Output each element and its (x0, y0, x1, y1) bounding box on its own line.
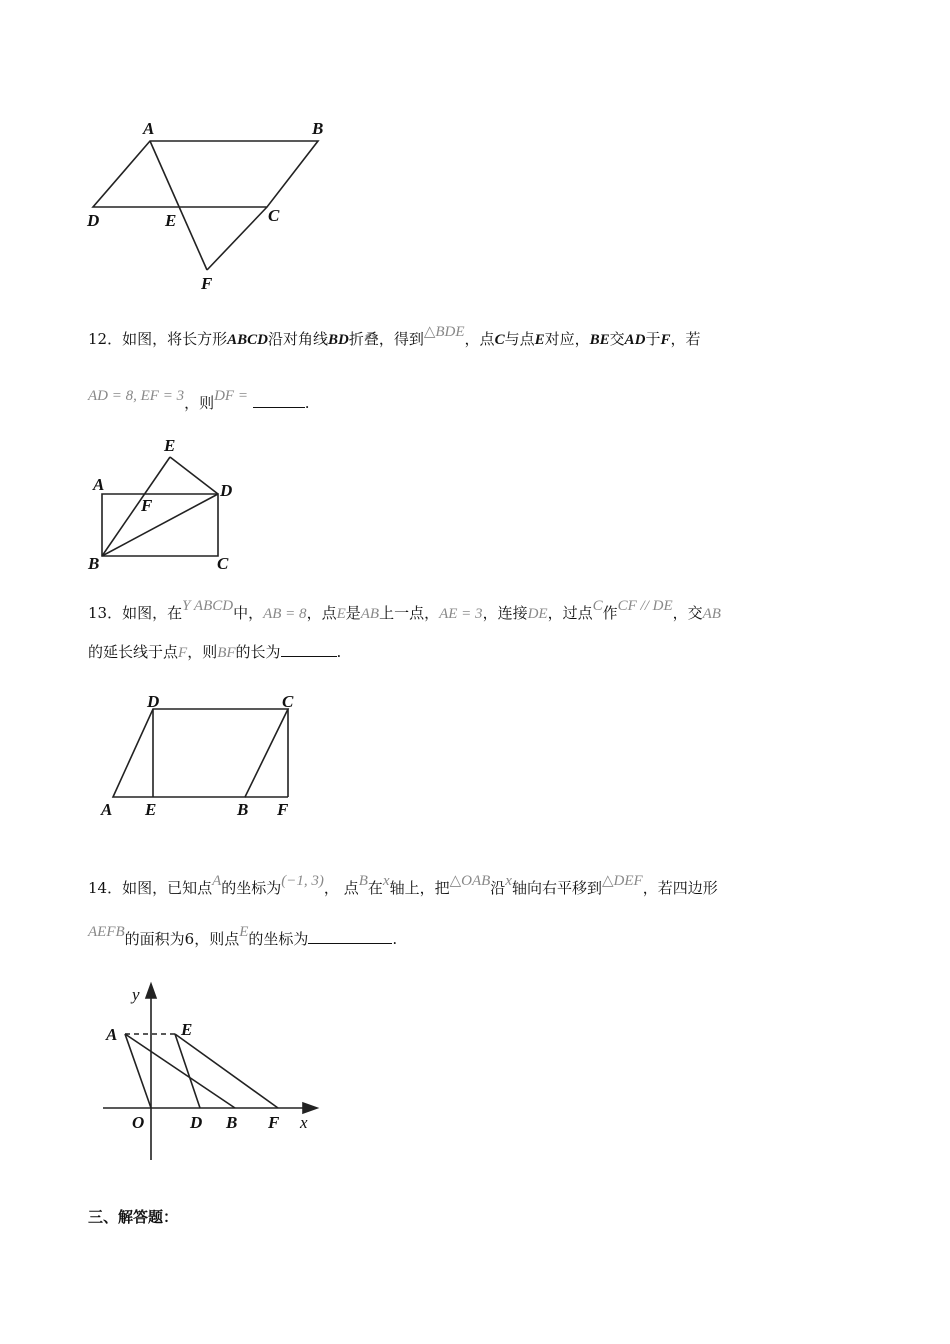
label-e: E (164, 436, 176, 455)
q13-ab-2: AB (702, 606, 721, 622)
q13-answer-blank (281, 642, 337, 657)
q13-text-12: 的长为 (235, 643, 281, 661)
q12-end: . (304, 394, 310, 412)
q12-df: DF = (214, 388, 248, 404)
segment-ab (125, 1034, 235, 1108)
q14-text-5: 轴上，把 (389, 879, 450, 897)
label-e: E (181, 1020, 193, 1039)
q13-ab: AB (360, 606, 380, 622)
segment-oa (125, 1034, 151, 1108)
section-heading-answers: 三、解答题： (88, 1208, 179, 1226)
question-12-line-2 (88, 388, 310, 415)
label-c: C (282, 692, 294, 711)
parallelogram-abcd (113, 709, 288, 797)
q12-be: BE (589, 332, 610, 348)
label-b: B (226, 1113, 238, 1132)
q13-text-1: 如图，在 (122, 604, 183, 622)
q13-text-3: ，点 (306, 604, 337, 622)
segment-af (150, 141, 207, 270)
q13-e: E (336, 606, 346, 622)
q14-text-3: ， 点 (323, 879, 359, 897)
q12-c: C (494, 332, 505, 348)
label-c: C (217, 554, 229, 573)
q14-x-2: x (505, 873, 512, 889)
label-d: D (147, 692, 160, 711)
q12-text-2: 沿对角线 (267, 330, 328, 348)
q13-text-9: ，交 (672, 604, 703, 622)
q12-text-9: ，若 (670, 330, 701, 348)
label-x: x (300, 1113, 308, 1132)
q12-number: 12． (88, 330, 123, 348)
q12-ad: AD (624, 332, 646, 348)
q13-text-2: 中， (233, 604, 264, 622)
q14-text-6: 沿 (490, 879, 506, 897)
q13-text-6: ，连接 (482, 604, 528, 622)
label-f: F (201, 274, 213, 293)
segment-be (102, 457, 170, 556)
question-12-line-1 (88, 324, 701, 351)
label-o: O (132, 1113, 145, 1132)
q12-bd: BD (327, 332, 349, 348)
q12-text-5: 与点 (504, 330, 535, 348)
label-a: A (93, 475, 105, 494)
q12-triangle: △BDE (423, 324, 465, 340)
label-f: F (141, 496, 153, 515)
q12-condition: AD = 8, EF = 3 (88, 388, 185, 404)
q14-a: A (212, 873, 222, 889)
x-axis-arrow (303, 1103, 317, 1113)
label-b: B (237, 800, 249, 819)
label-a: A (101, 800, 113, 819)
label-d: D (87, 211, 100, 230)
question-14-line-1 (88, 873, 718, 900)
q12-text-7: 交 (609, 330, 625, 348)
q13-text-10: 的延长线于点 (88, 643, 179, 661)
q12-text-3: 折叠，得到 (348, 330, 424, 348)
q14-number: 14． (88, 879, 123, 897)
q14-text-11: 的坐标为 (248, 930, 309, 948)
q13-number: 13． (88, 604, 123, 622)
figure-11 (80, 115, 340, 295)
q14-triangle-oab: △OAB (449, 873, 491, 889)
label-e: E (145, 800, 157, 819)
label-d: D (220, 481, 233, 500)
label-e: E (165, 211, 177, 230)
figure-13 (95, 688, 315, 823)
q14-end: . (392, 930, 398, 948)
label-a: A (106, 1025, 118, 1044)
q14-b: B (358, 873, 368, 889)
label-a: A (143, 119, 155, 138)
parallelogram-abcd (93, 141, 318, 207)
figure-14 (95, 980, 335, 1165)
q13-de: DE (527, 606, 548, 622)
label-f: F (277, 800, 289, 819)
q14-text-9: 的面积为 (124, 930, 185, 948)
label-b: B (312, 119, 324, 138)
q14-text-8: ，若四边形 (642, 879, 718, 897)
question-13-line-1 (88, 598, 721, 625)
figure-12 (80, 432, 260, 577)
q13-text-8: 作 (602, 604, 618, 622)
q12-abcd: ABCD (227, 332, 268, 348)
q14-text-10: ，则点 (194, 930, 240, 948)
q14-e: E (239, 924, 249, 940)
q14-answer-blank (308, 929, 392, 944)
q13-parallelogram: Y ABCD (182, 598, 234, 614)
segment-ef (175, 1034, 278, 1108)
q12-text-8: 于 (645, 330, 661, 348)
q13-text-5: 上一点， (379, 604, 440, 622)
q13-ae3: AE = 3 (439, 606, 483, 622)
q13-cf-parallel-de: CF // DE (617, 598, 673, 614)
q12-answer-blank (253, 393, 305, 408)
label-d: D (190, 1113, 203, 1132)
q14-coord: (−1, 3) (281, 873, 324, 889)
q13-text-4: 是 (345, 604, 361, 622)
q12-text-6: 对应， (544, 330, 590, 348)
question-14-line-2 (88, 924, 398, 951)
q12-e: E (534, 332, 545, 348)
y-axis-arrow (146, 984, 156, 998)
q13-bf: BF (217, 645, 236, 661)
q13-ab8: AB = 8 (263, 606, 307, 622)
q12-f: F (660, 332, 671, 348)
q14-text-7: 轴向右平移到 (511, 879, 602, 897)
q14-text-4: 在 (367, 879, 383, 897)
q12-text-10: ，则 (184, 394, 215, 412)
q13-f: F (178, 645, 188, 661)
q14-triangle-def: △DEF (601, 873, 643, 889)
label-f: F (268, 1113, 280, 1132)
label-y: y (132, 985, 140, 1004)
question-13-line-2 (88, 641, 341, 664)
q13-c: C (592, 598, 603, 614)
q14-area: 6 (184, 930, 195, 948)
q12-text-4: ，点 (464, 330, 495, 348)
segment-cf (207, 207, 267, 270)
label-c: C (268, 206, 280, 225)
diagonal-bd (102, 494, 218, 556)
segment-ed (170, 457, 218, 494)
q14-x: x (382, 873, 390, 889)
q14-text-2: 的坐标为 (221, 879, 282, 897)
label-b: B (88, 554, 100, 573)
q14-quad: AEFB (88, 924, 125, 940)
q12-text-1: 如图，将长方形 (122, 330, 228, 348)
q13-text-11: ，则 (187, 643, 218, 661)
q13-text-7: ，过点 (547, 604, 593, 622)
q14-text-1: 如图，已知点 (122, 879, 213, 897)
q13-end: . (336, 643, 342, 661)
